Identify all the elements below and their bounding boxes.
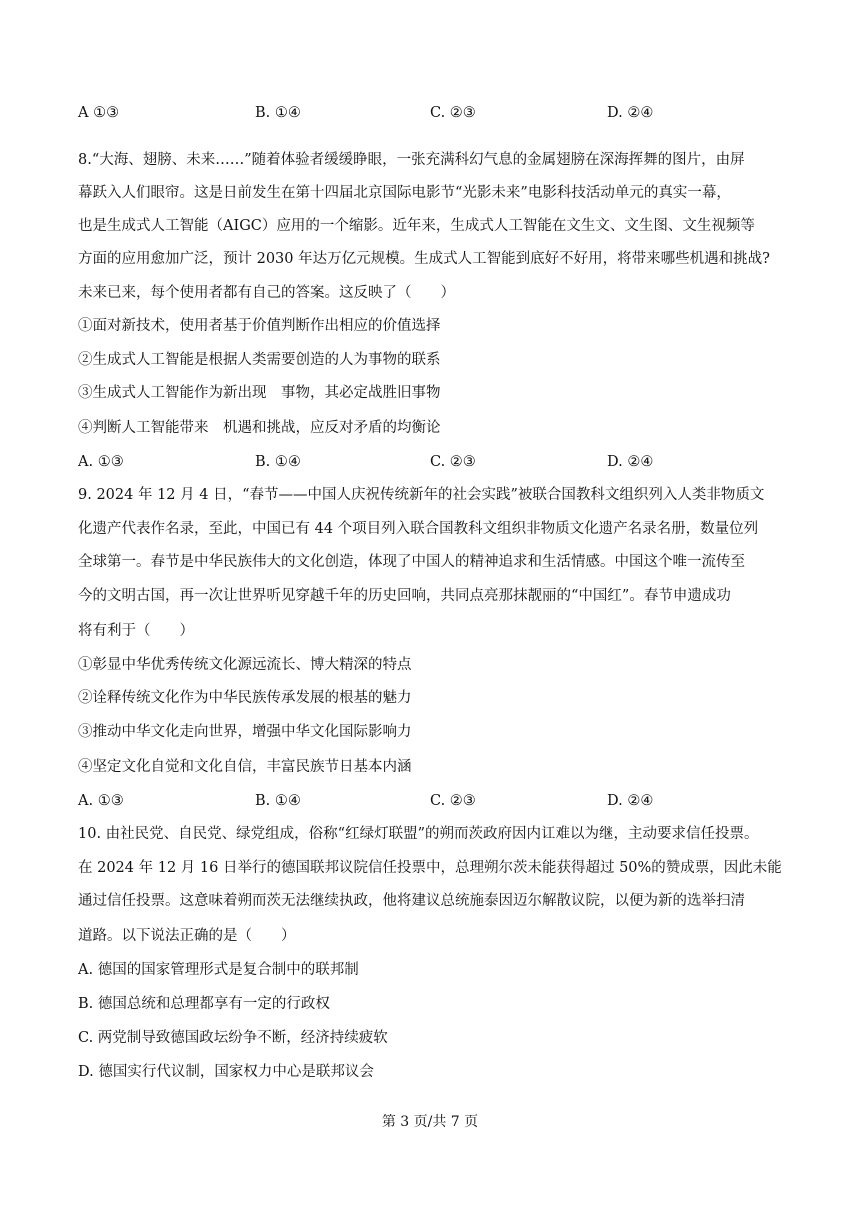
page-number: 第 3 页/共 7 页 bbox=[381, 1114, 479, 1130]
q8-stem-line: 未来已来，每个使用者都有自己的答案。这反映了（ ） bbox=[78, 285, 455, 301]
q8-stem-line: 幕跃入人们眼帘。这是日前发生在第十四届北京国际电影节“光影未来”电影科技活动单元的真实一幕， bbox=[78, 185, 731, 201]
q9-option-c: C. ②③ bbox=[430, 793, 476, 809]
q7-options bbox=[78, 103, 778, 123]
q7-option-d: D. ②④ bbox=[607, 105, 654, 121]
q8-options bbox=[78, 452, 778, 472]
q10-option-c: C. 两党制导致德国政坛纷争不断，经济持续疲软 bbox=[78, 1030, 388, 1046]
q10-stem-line: 在 2024 年 12 月 16 日举行的德国联邦议院信任投票中，总理朔尔茨未能获得超过 50%的赞成票，因此未能 bbox=[78, 860, 782, 876]
q8-stem-line: 8.“大海、翅膀、未来……”随着体验者缓缓睁眼，一张充满科幻气息的金属翅膀在深海挥舞的图片，由屏 bbox=[78, 152, 745, 168]
q8-stem-line: 也是生成式人工智能（AIGC）应用的一个缩影。近年来，生成式人工智能在文生文、文生图、文生视频等 bbox=[78, 218, 755, 234]
q9-statement: ③推动中华文化走向世界，增强中华文化国际影响力 bbox=[78, 724, 412, 740]
q10-option-d: D. 德国实行代议制，国家权力中心是联邦议会 bbox=[78, 1064, 374, 1080]
q8-statement: ②生成式人工智能是根据人类需要创造的人为事物的联系 bbox=[78, 352, 441, 368]
q9-stem-line: 9. 2024 年 12 月 4 日，“春节——中国人庆祝传统新年的社会实践”被联合国教科文组织列入人类非物质文 bbox=[78, 487, 765, 503]
q8-statement: ①面对新技术，使用者基于价值判断作出相应的价值选择 bbox=[78, 318, 441, 334]
q8-option-b: B. ①④ bbox=[255, 454, 301, 470]
q10-stem-line: 道路。以下说法正确的是（ ） bbox=[78, 928, 296, 944]
q9-option-b: B. ①④ bbox=[255, 793, 301, 809]
q9-options bbox=[78, 791, 778, 811]
q9-stem-line: 今的文明古国，再一次让世界听见穿越千年的历史回响，共同点亮那抹靓丽的“中国红”。春节申遗成功 bbox=[78, 588, 731, 604]
q9-stem-line: 化遗产代表作名录，至此，中国已有 44 个项目列入联合国教科文组织非物质文化遗产名录名册，数量位列 bbox=[78, 521, 759, 537]
q10-stem-line: 通过信任投票。这意味着朔而茨无法继续执政，他将建议总统施泰因迈尔解散议院，以便为新的选举扫清 bbox=[78, 893, 745, 909]
q9-stem-line: 全球第一。春节是中华民族伟大的文化创造，体现了中国人的精神追求和生活情感。中国这个唯一流传至 bbox=[78, 554, 745, 570]
q7-option-c: C. ②③ bbox=[430, 105, 476, 121]
q7-option-a: A ①③ bbox=[78, 105, 120, 121]
q8-option-c: C. ②③ bbox=[430, 454, 476, 470]
q8-option-d: D. ②④ bbox=[607, 454, 654, 470]
q10-option-b: B. 德国总统和总理都享有一定的行政权 bbox=[78, 996, 330, 1012]
q9-statement: ②诠释传统文化作为中华民族传承发展的根基的魅力 bbox=[78, 690, 412, 706]
q10-option-a: A. 德国的国家管理形式是复合制中的联邦制 bbox=[78, 962, 359, 978]
q8-statement: ③生成式人工智能作为新出现 事物，其必定战胜旧事物 bbox=[78, 385, 441, 401]
q9-statement: ④坚定文化自觉和文化自信，丰富民族节日基本内涵 bbox=[78, 759, 412, 775]
q9-stem-line: 将有利于（ ） bbox=[78, 623, 194, 639]
q8-option-a: A. ①③ bbox=[78, 454, 124, 470]
q7-option-b: B. ①④ bbox=[255, 105, 301, 121]
q9-option-a: A. ①③ bbox=[78, 793, 124, 809]
q10-stem-line: 10. 由社民党、自民党、绿党组成，俗称“红绿灯联盟”的朔而茨政府因内讧难以为继，主动要求信任投票。 bbox=[78, 826, 759, 842]
q8-statement: ④判断人工智能带来 机遇和挑战，应反对矛盾的均衡论 bbox=[78, 420, 441, 436]
q8-stem-line: 方面的应用愈加广泛，预计 2030 年达万亿元规模。生成式人工智能到底好不好用，将带来哪些机遇和挑战? bbox=[78, 251, 770, 267]
q9-statement: ①彰显中华优秀传统文化源远流长、博大精深的特点 bbox=[78, 657, 412, 673]
q9-option-d: D. ②④ bbox=[607, 793, 654, 809]
